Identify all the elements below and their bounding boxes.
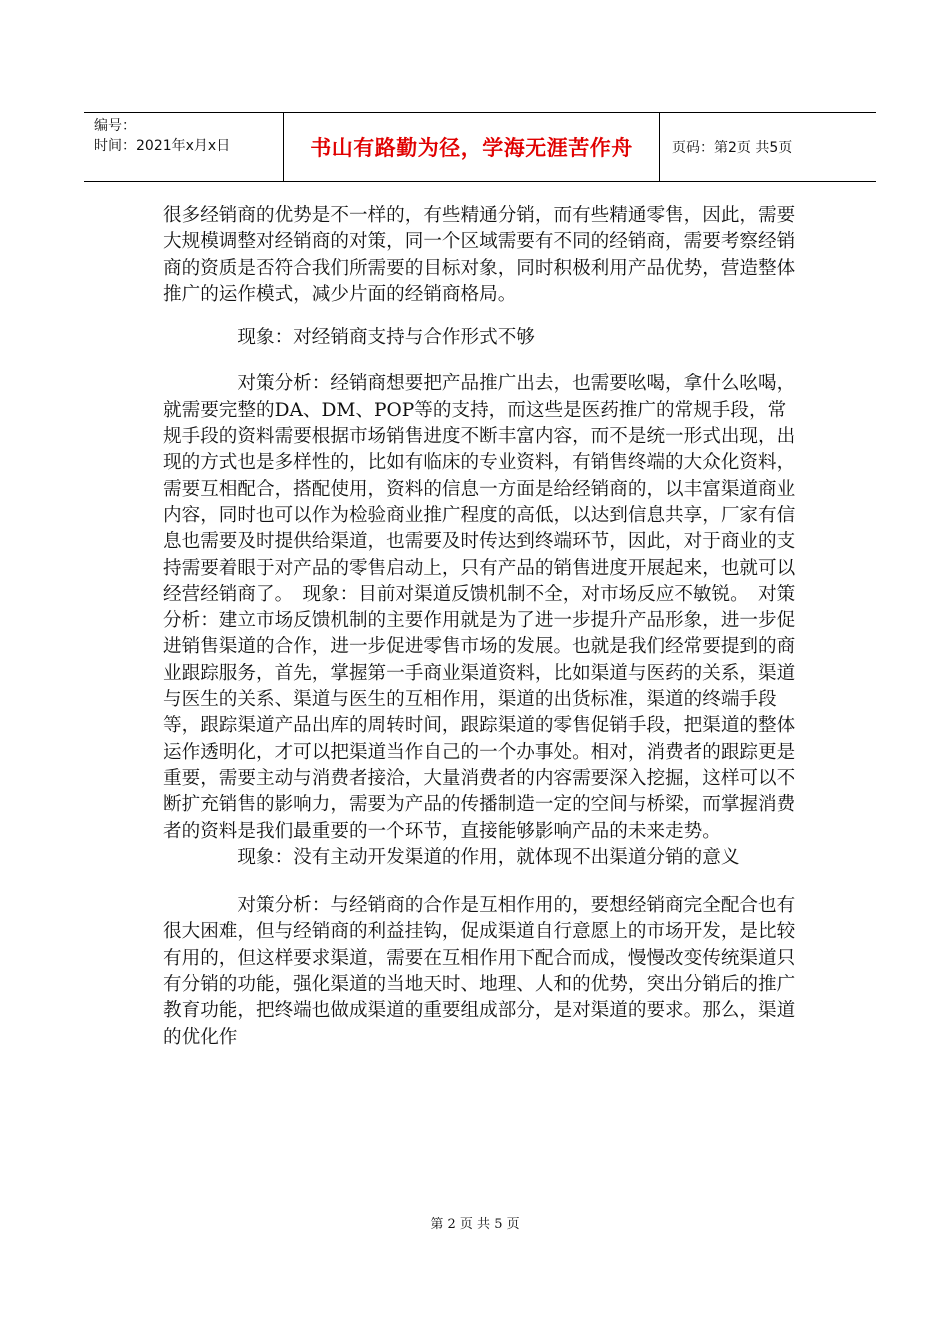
header-page-info: 页码：第2页 共5页 <box>672 140 793 156</box>
heading-phenomenon-support: 现象：对经销商支持与合作形式不够 <box>163 327 535 349</box>
document-time: 时间：2021年x月x日 <box>94 138 231 154</box>
page-footer: 第 2 页 共 5 页 <box>430 1217 520 1232</box>
document-number-label: 编号： <box>94 118 136 134</box>
paragraph-analysis-channel: 对策分析：与经销商的合作是互相作用的，要想经销商完全配合也有很大困难，但与经销商的利益挂钩，促成渠道自行意愿上的市场开发，是比较有用的，但这样要求渠道，需要在互相作用下配合而成，慢慢改变传统渠道只有分销的功能，强化渠道的当地天时、地理、人和的优势，突出分销后的推广教育功能，把终端也做成渠道的重要组成部分，是对渠道的要求。那么，渠道的优化作 <box>163 895 796 1048</box>
document-body <box>163 203 803 1051</box>
heading-phenomenon-channel: 现象：没有主动开发渠道的作用，就体现不出渠道分销的意义 <box>163 846 740 868</box>
document-header <box>84 112 876 182</box>
paragraph-analysis-support: 对策分析：经销商想要把产品推广出去，也需要吆喝，拿什么吆喝，就需要完整的DA、DM、POP等的支持，而这些是医药推广的常规手段，常规手段的资料需要根据市场销售进度不断丰富内容，而不是统一形式出现，出现的方式也是多样性的，比如有临床的专业资料，有销售终端的大众化资料，需要互相配合，搭配使用，资料的信息一方面是给经销商的，以丰富渠道商业内容，同时也可以作为检验商业推广程度的高低，以达到信息共享，厂家有信息也需要及时提供给渠道，也需要及时传达到终端环节，因此，对于商业的支持需要着眼于对产品的零售启动上，只有产品的销售进度开展起来，也就可以经营经销商了。 现象：目前对渠道反馈机制不全，对市场反应不敏锐。 对策分析：建立市场反馈机制的主要作用就是为了进一步提升产品形象，进一步促进销售渠道的合作，进一步促进零售市场的发展。也就是我们经常要提到的商业跟踪服务，首先，掌握第一手商业渠道资料，比如渠道与医药的关系，渠道与医生的关系、渠道与医生的互相作用，渠道的出货标准，渠道的终端手段等，跟踪渠道产品出库的周转时间，跟踪渠道的零售促销手段，把渠道的整体运作透明化，才可以把渠道当作自己的一个办事处。相对，消费者的跟踪更是重要，需要主动与消费者接洽，大量消费者的内容需要深入挖掘，这样可以不断扩充销售的影响力，需要为产品的传播制造一定的空间与桥梁，而掌握消费者的资料是我们最重要的一个环节，直接能够影响产品的未来走势。 <box>163 373 796 842</box>
header-motto: 书山有路勤为径，学海无涯苦作舟 <box>284 113 660 181</box>
paragraph-intro: 很多经销商的优势是不一样的，有些精通分销，而有些精通零售，因此，需要大规模调整对经销商的对策，同一个区域需要有不同的经销商，需要考察经销商的资质是否符合我们所需要的目标对象，同时积极利用产品优势，营造整体推广的运作模式，减少片面的经销商格局。 <box>163 205 796 305</box>
header-meta <box>84 113 284 181</box>
